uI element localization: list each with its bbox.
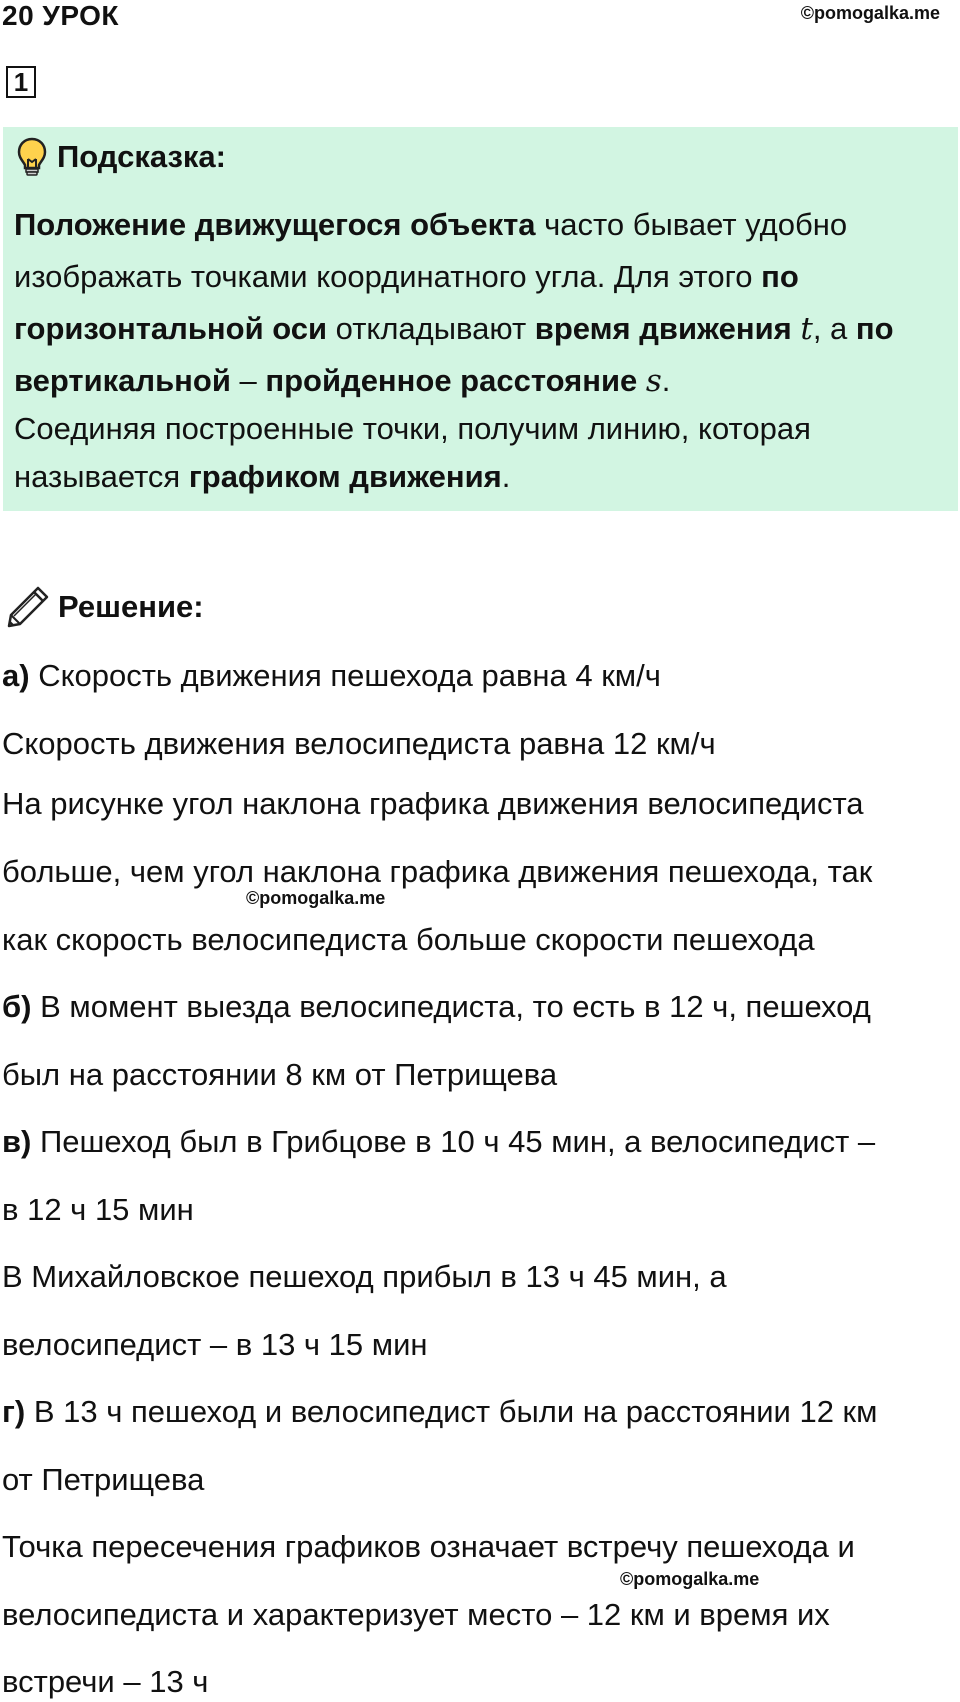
solution-a-line-5: как скорость велосипедиста больше скорости пешехода: [2, 922, 815, 957]
solution-v-line-1: в) Пешеход был в Грибцове в 10 ч 45 мин, а велосипедист –: [2, 1124, 876, 1159]
solution-g-line-4: велосипедиста и характеризует место – 12 км и время их: [2, 1597, 830, 1632]
solution-v-line-2: в 12 ч 15 мин: [2, 1192, 194, 1227]
lightbulb-icon: [17, 137, 47, 177]
lesson-title: 20 УРОК: [2, 0, 120, 31]
solution-a-line-1: а) Скорость движения пешехода равна 4 км/ч: [2, 658, 661, 693]
solution-g-line-5: встречи – 13 ч: [2, 1664, 209, 1699]
hint-box: [3, 127, 958, 511]
solution-g-line-2: от Петрищева: [2, 1462, 205, 1497]
hint-line-4: вертикальной – пройденное расстояние s.: [14, 363, 671, 399]
solution-g-line-1: г) В 13 ч пешеход и велосипедист были на расстоянии 12 км: [2, 1394, 878, 1429]
variable-s: s: [645, 363, 662, 399]
solution-v-line-3: В Михайловское пешеход прибыл в 13 ч 45 мин, а: [2, 1259, 727, 1294]
hint-title: Подсказка:: [57, 139, 226, 174]
task-number-box: 1: [6, 66, 36, 98]
solution-header: [6, 585, 204, 629]
watermark-mid: ©pomogalka.me: [246, 888, 386, 908]
solution-b-line-2: был на расстоянии 8 км от Петрищева: [2, 1057, 558, 1092]
hint-body: [14, 199, 954, 503]
hint-line-2: изображать точками координатного угла. Для этого по: [14, 259, 799, 294]
solution-g-line-3: Точка пересечения графиков означает встречу пешехода и: [2, 1529, 855, 1564]
watermark-top: ©pomogalka.me: [800, 3, 940, 23]
solution-title: Решение:: [58, 589, 204, 624]
watermark-bottom: ©pomogalka.me: [620, 1569, 760, 1589]
hint-line-5: Соединяя построенные точки, получим линию, которая: [14, 411, 811, 446]
solution-a-line-3: На рисунке угол наклона графика движения велосипедиста: [2, 786, 864, 821]
solution-a-line-4: больше, чем угол наклона графика движения пешехода, так: [2, 854, 873, 889]
hint-line-3: горизонтальной оси откладывают время движения t, а по: [14, 311, 894, 347]
solution-b-line-1: б) В момент выезда велосипедиста, то есть в 12 ч, пешеход: [2, 989, 871, 1024]
solution-a-line-2: Скорость движения велосипедиста равна 12 км/ч: [2, 726, 716, 761]
hint-line-1: Положение движущегося объекта часто бывает удобно: [14, 207, 848, 242]
pencil-icon: [6, 585, 50, 629]
solution-v-line-4: велосипедист – в 13 ч 15 мин: [2, 1327, 428, 1362]
hint-header: [17, 137, 226, 177]
variable-t: t: [800, 311, 813, 347]
hint-line-6: называется графиком движения.: [14, 459, 511, 494]
